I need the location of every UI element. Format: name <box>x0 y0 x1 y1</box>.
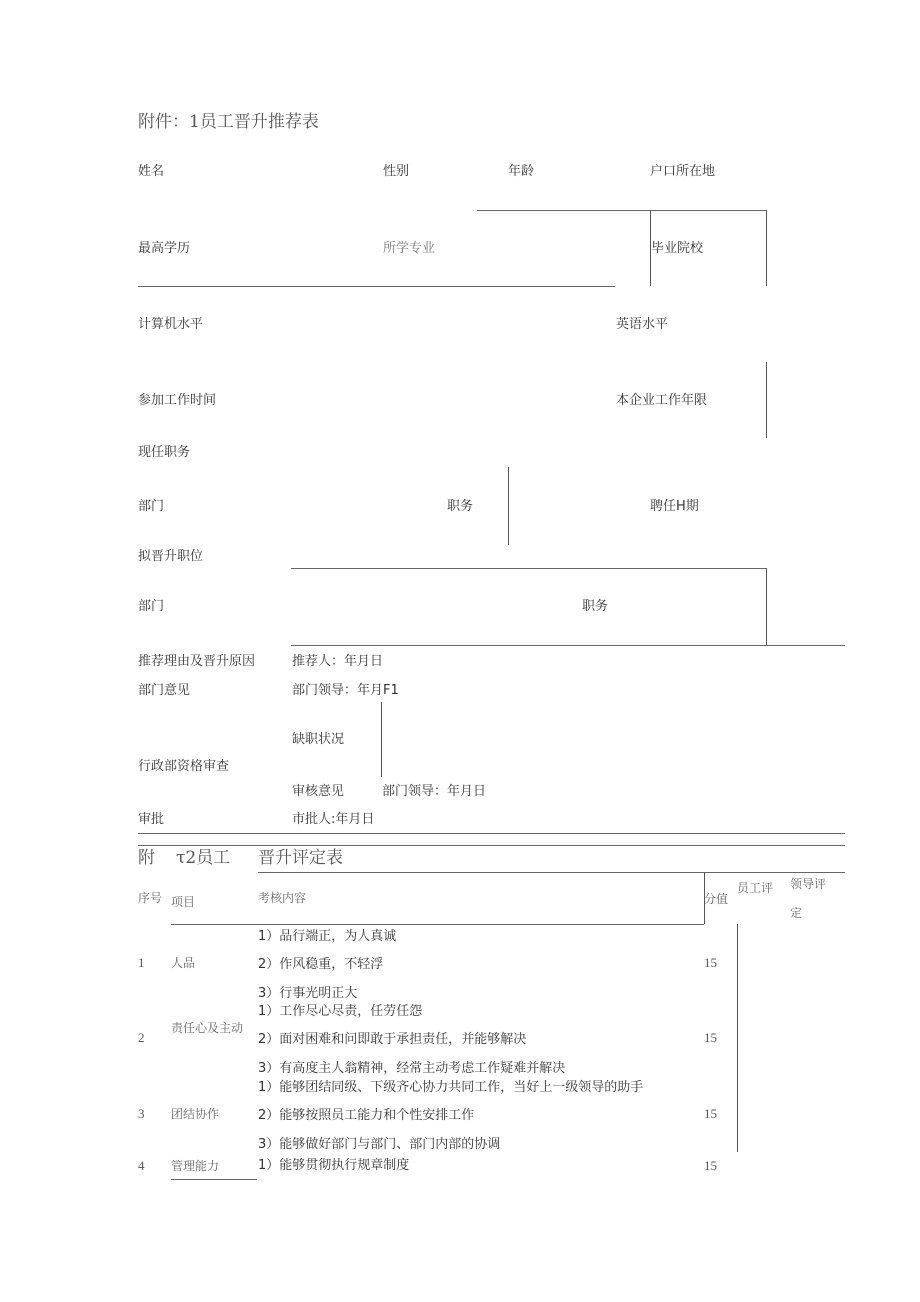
row-item: 人品 <box>171 956 196 970</box>
label-post: 职务 <box>582 599 609 614</box>
divider <box>138 833 845 834</box>
divider <box>508 467 509 545</box>
label-dept: 部门 <box>138 499 165 514</box>
divider <box>258 872 845 873</box>
divider <box>766 568 767 645</box>
header-self: 员工评 <box>737 881 774 895</box>
row-number: 4 <box>138 1158 145 1173</box>
form1-title: 附件：1员工晋升推荐表 <box>138 112 319 132</box>
header-leader-cont: 定 <box>790 906 803 920</box>
row-score: 15 <box>704 1106 717 1121</box>
label-age: 年龄 <box>508 164 535 179</box>
header-item: 项目 <box>171 895 196 909</box>
row-criterion: 1）能够贯彻执行规章制度 <box>258 1158 410 1173</box>
divider <box>138 286 615 287</box>
row-criterion: 3）行事光明正大 <box>258 986 358 1001</box>
label-hukou: 户口所在地 <box>650 164 716 179</box>
label-computer: 计算机水平 <box>138 317 204 332</box>
label-dept-opinion: 部门意见 <box>138 683 191 698</box>
label-review-opinion: 审核意见 <box>292 784 345 799</box>
label-gender: 性别 <box>383 164 410 179</box>
label-current-position: 现任职务 <box>138 445 191 460</box>
header-no: 序号 <box>138 891 163 905</box>
row-criterion: 2）作风稳重，不轻浮 <box>258 957 384 972</box>
row-score: 15 <box>704 1158 717 1173</box>
label-education: 最高学历 <box>138 241 191 256</box>
row-score: 15 <box>704 1030 717 1045</box>
divider <box>291 568 766 569</box>
row-criterion: 3）有高度主人翁精神，经常主动考虑工作疑难并解决 <box>258 1061 566 1076</box>
label-name: 姓名 <box>138 164 165 179</box>
row-criterion: 3）能够做好部门与部门、部门内部的协调 <box>258 1137 501 1152</box>
label-approver: 市批人:年月日 <box>292 812 375 827</box>
divider <box>477 210 766 211</box>
label-vacancy: 缺职状况 <box>292 732 345 747</box>
label-english: 英语水平 <box>616 317 669 332</box>
row-criterion: 1）能够团结同级、下级齐心协力共同工作，当好上一级领导的助手 <box>258 1080 644 1095</box>
label-appoint-date: 聘任H期 <box>650 499 699 514</box>
row-criterion: 1）品行端正，为人真诚 <box>258 929 397 944</box>
label-school: 毕业院校 <box>651 241 704 256</box>
divider <box>766 362 767 438</box>
label-reason: 推荐理由及晋升原因 <box>138 654 256 669</box>
label-dept-leader: 部门领导：年月F1 <box>292 683 399 698</box>
row-item: 管理能力 <box>171 1159 220 1173</box>
divider <box>138 845 845 846</box>
row-score: 15 <box>704 955 717 970</box>
form2-title: 晋升评定表 <box>258 848 343 868</box>
divider <box>171 924 704 925</box>
label-review-leader: 部门领导：年月日 <box>382 784 487 799</box>
label-major: 所学专业 <box>383 241 436 256</box>
row-criterion: 1）工作尽心尽责，任劳任怨 <box>258 1004 423 1019</box>
divider <box>766 210 767 286</box>
divider <box>291 645 845 646</box>
label-company-years: 本企业工作年限 <box>616 393 708 408</box>
label-approval: 审批 <box>138 812 165 827</box>
label-proposed-position: 拟晋升职位 <box>138 549 204 564</box>
form2-title-prefix: 附 <box>138 848 155 868</box>
row-item: 责任心及主动 <box>171 1021 244 1035</box>
divider <box>171 1179 257 1180</box>
row-number: 3 <box>138 1106 145 1121</box>
header-score: 分值 <box>704 892 729 906</box>
row-number: 2 <box>138 1030 145 1045</box>
row-criterion: 2）能够按照员工能力和个性安排工作 <box>258 1108 475 1123</box>
label-dept: 部门 <box>138 599 165 614</box>
row-criterion: 2）面对困难和问即敢于承担责任，并能够解决 <box>258 1032 527 1047</box>
form2-title-mid: τ2员工 <box>176 848 231 868</box>
divider <box>737 924 738 1152</box>
divider <box>381 702 382 777</box>
label-work-start: 参加工作时间 <box>138 393 217 408</box>
row-item: 团结协作 <box>171 1107 220 1121</box>
label-post: 职务 <box>447 499 474 514</box>
row-number: 1 <box>138 955 145 970</box>
label-recommender: 推荐人：年月日 <box>292 654 384 669</box>
header-content: 考核内容 <box>258 891 307 905</box>
header-leader: 领导评 <box>790 877 827 891</box>
label-admin-review: 行政部资格审查 <box>138 759 230 774</box>
